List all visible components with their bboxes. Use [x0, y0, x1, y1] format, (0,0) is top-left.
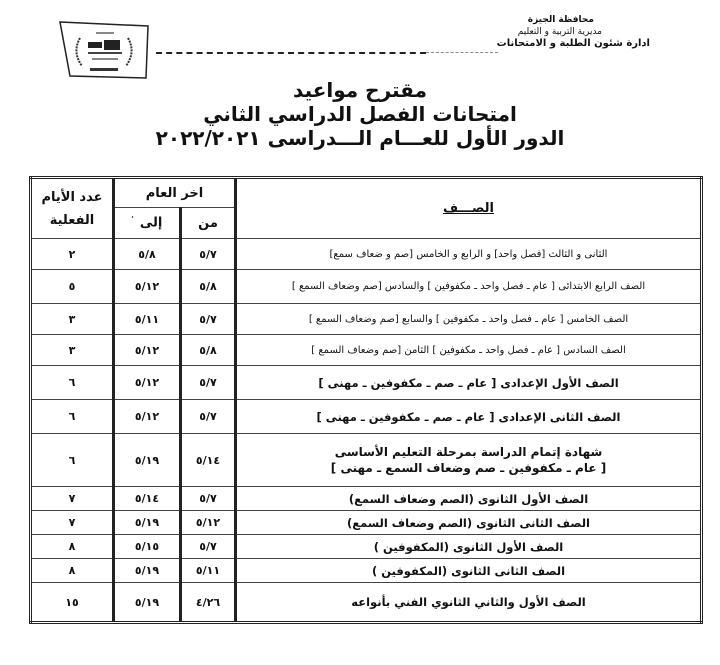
table-row: [31, 400, 702, 434]
grade-cell: الصف الثانى الإعدادى [ عام ـ صم ـ مكفوفين ـ مهنى ]: [236, 400, 702, 434]
header-from: من: [181, 208, 236, 239]
governorate-name: محافظة الجيزة: [527, 15, 594, 25]
header-actual-days: [31, 178, 114, 239]
department-name: ادارة شئون الطلبة و الامتحانات: [496, 38, 650, 49]
table-row: [31, 559, 702, 583]
to-date-cell: ٥/١٩: [114, 511, 181, 535]
to-date-cell: ٥/١٢: [114, 400, 181, 434]
table-row: [31, 304, 702, 335]
to-date-cell: ٥/١٩: [114, 583, 181, 623]
grade-cell: الصف الرابع الابتدائى [ عام ـ فصل واحد ـ مكفوفين ] والسادس [صم وضعاف السمع ]: [236, 270, 702, 304]
table-row: [31, 335, 702, 366]
to-date-cell: ٥/١١: [114, 304, 181, 335]
header-days-line2: الفعلية: [49, 212, 95, 228]
document-titles: [0, 78, 720, 150]
table-row: [31, 511, 702, 535]
table-header-row: [31, 178, 702, 208]
header-divider-faded: [426, 52, 498, 53]
grade-cell: الصف الأول والثاني الثانوي الفني بأنواعه: [236, 583, 702, 623]
grade-cell: الصف الأول الثانوى (المكفوفين ): [236, 535, 702, 559]
from-date-cell: ٥/٧: [181, 304, 236, 335]
to-date-cell: ٥/١٢: [114, 270, 181, 304]
from-date-cell: ٥/٧: [181, 400, 236, 434]
table-row: [31, 270, 702, 304]
days-cell: ٧: [31, 487, 114, 511]
grade-cell: الصف السادس [ عام ـ فصل واحد ـ مكفوفين ] الثامن [صم وضعاف السمع ]: [236, 335, 702, 366]
from-date-cell: ٥/١١: [181, 559, 236, 583]
to-date-cell: ٥/١٢: [114, 366, 181, 400]
organization-header: [410, 14, 650, 50]
table-row: [31, 535, 702, 559]
table-row: [31, 366, 702, 400]
grade-cell: الصف الأول الإعدادى [ عام ـ صم ـ مكفوفين ـ مهنى ]: [236, 366, 702, 400]
from-date-cell: ٥/٧: [181, 366, 236, 400]
to-date-cell: ٥/١٩: [114, 559, 181, 583]
grade-cell-line2: [ عام ـ مكفوفين ـ صم وضعاف السمع ـ مهنى ]: [330, 461, 607, 475]
days-cell: ٥: [31, 270, 114, 304]
grade-cell-line1: شهادة إتمام الدراسة بمرحلة التعليم الأساسى: [334, 445, 603, 459]
to-date-cell: ٥/١٥: [114, 535, 181, 559]
from-date-cell: ٥/٨: [181, 335, 236, 366]
title-line-2: امتحانات الفصل الدراسي الثاني: [203, 102, 517, 126]
header-to-label: إلى: [139, 215, 163, 231]
to-date-cell: ٥/١٤: [114, 487, 181, 511]
title-line-3: الدور الأول للعـــام الـــدراسى ٢٠٢٢/٢٠٢١: [155, 126, 565, 150]
table-row: [31, 239, 702, 270]
from-date-cell: ٥/١٢: [181, 511, 236, 535]
grade-cell: الثانى و الثالث [فصل واحد] و الرابع و الخامس [صم و ضعاف سمع]: [236, 239, 702, 270]
days-cell: ٦: [31, 366, 114, 400]
grade-cell: [236, 434, 702, 487]
days-cell: ٨: [31, 559, 114, 583]
exam-schedule-table: [29, 176, 703, 624]
grade-cell: الصف الأول الثانوى (الصم وضعاف السمع): [236, 487, 702, 511]
from-date-cell: ٤/٢٦: [181, 583, 236, 623]
from-date-cell: ٥/٧: [181, 535, 236, 559]
grade-cell: الصف الثانى الثانوى (المكفوفين ): [236, 559, 702, 583]
from-date-cell: ٥/١٤: [181, 434, 236, 487]
days-cell: ٢: [31, 239, 114, 270]
days-cell: ١٥: [31, 583, 114, 623]
from-date-cell: ٥/٧: [181, 239, 236, 270]
table-row: [31, 583, 702, 623]
table-row: [31, 487, 702, 511]
days-cell: ٨: [31, 535, 114, 559]
title-line-1: مقترح مواعيد: [293, 78, 427, 102]
to-date-cell: ٥/٨: [114, 239, 181, 270]
to-date-cell: ٥/١٢: [114, 335, 181, 366]
header-to: [114, 208, 181, 239]
days-cell: ٦: [31, 434, 114, 487]
from-date-cell: ٥/٧: [181, 487, 236, 511]
grade-cell: الصف الخامس [ عام ـ فصل واحد ـ مكفوفين ] والسابع [صم وضعاف السمع ]: [236, 304, 702, 335]
seal-logo-icon: [58, 18, 150, 80]
from-date-cell: ٥/٨: [181, 270, 236, 304]
header-days-line1: عدد الأيام: [41, 189, 103, 205]
to-date-cell: ٥/١٩: [114, 434, 181, 487]
days-cell: ٦: [31, 400, 114, 434]
days-cell: ٣: [31, 335, 114, 366]
header-to-mark: ': [131, 215, 134, 224]
table-row: [31, 434, 702, 487]
header-end-of-year: اخر العام: [114, 178, 236, 208]
directorate-name: مديرية التربية و التعليم: [517, 27, 602, 37]
header-divider: [156, 52, 426, 54]
grade-cell: الصف الثانى الثانوى (الصم وضعاف السمع): [236, 511, 702, 535]
days-cell: ٧: [31, 511, 114, 535]
days-cell: ٣: [31, 304, 114, 335]
header-grade: الصـــف: [236, 178, 702, 239]
